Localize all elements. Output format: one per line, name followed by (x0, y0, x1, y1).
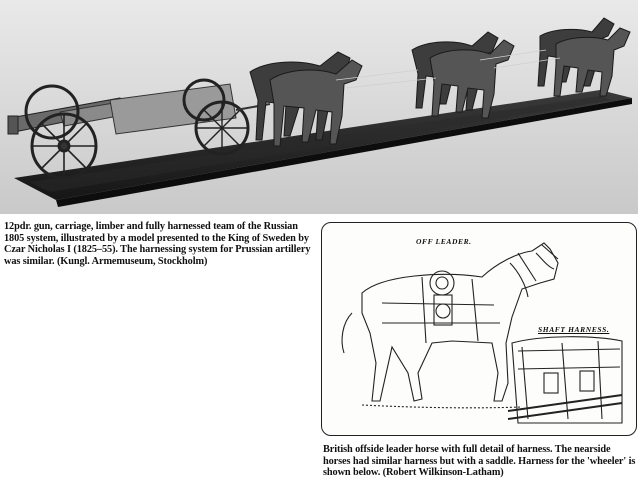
gun-team-model-image (0, 0, 638, 214)
model-photograph (0, 0, 638, 214)
shaft-harness-drawing (508, 337, 622, 423)
off-leader-horse-drawing (342, 243, 558, 408)
photo-caption: 12pdr. gun, carriage, limber and fully harnessed team of the Russian 1805 system, illustrated by a model presented to the King of Sweden by Czar Nicholas I (1825–55). The harnessing system for Prussian artillery was similar. (Kungl. Armemuseum, Stockholm) (4, 221, 311, 267)
harness-drawing-plate (321, 222, 637, 436)
shaft-harness-label: SHAFT HARNESS. (538, 325, 610, 334)
drawing-caption: British offside leader horse with full detail of harness. The nearside horses had similar harness but with a saddle. Harness for the 'wheeler' is shown below. (Robert Wilkinson-Latham) (323, 444, 636, 479)
off-leader-label: OFF LEADER. (416, 237, 472, 246)
